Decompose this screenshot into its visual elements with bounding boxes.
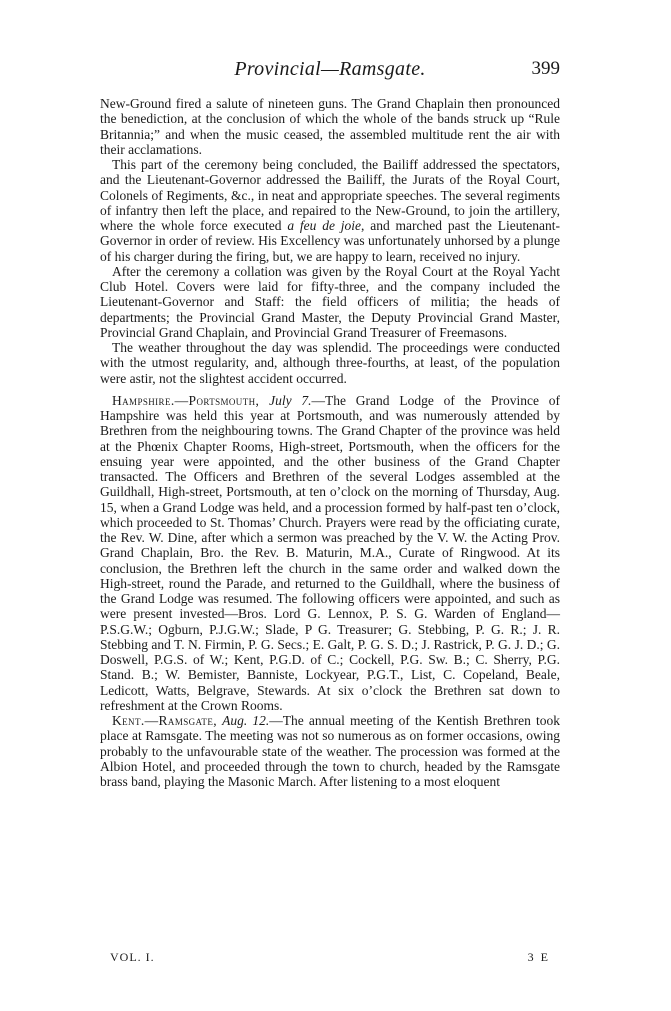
section-date: July 7. (269, 392, 312, 408)
paragraph-text: After the ceremony a collation was given by the Royal Court at the Royal Yacht Club Hotel. Covers were laid for fifty-three, and the company included the Lieutenant-Governor and Staff: the field officers of militia; the heads of departments; the Provincial Grand Master, the Deputy Provincial Grand Master, Provincial Grand Chaplain, and Provincial Grand Treasurer of Freemasons. (100, 263, 560, 340)
paragraph-text: —The annual meeting of the Kentish Brethren took place at Ramsgate. The meeting was not so numerous as on former occasions, owing probably to the unfavourable state of the weather. The procession was formed at the Albion Hotel, and proceeded through the town to church, headed by the Ramsgate brass band, playing the Masonic March. After listening to a most eloquent (100, 713, 561, 789)
paragraph-text: New-Ground fired a salute of nineteen guns. The Grand Chaplain then pronounced the benediction, at the conclusion of which the whole of the bands struck up “Rule Britannia;” and when the music ceased, the assembled multitude rent the air with their acclamations. (100, 96, 560, 157)
paragraph-text: The weather throughout the day was splendid. The proceedings were conducted with the utmost regularity, and, although three-fourths, at least, of the population were astir, not the slightest accident occurred. (100, 340, 560, 386)
paragraph-text: —The Grand Lodge of the Province of Hampshire was held this year at Portsmouth, and was numerously attended by Brethren from the neighbouring towns. The Grand Chapter of the province was held at the Phœnix Chapter Rooms, High-street, Portsmouth, when the officers for the ensuing year were appointed, and the other business of the Grand Chapter transacted. The Officers and Brethren of the several Lodges assembled at the Guildhall, High-street, Portsmouth, at ten o’clock on the morning of Thursday, Aug. 15, when a Grand Lodge was held, and a procession formed by half-past ten o’clock, which proceeded to St. Thomas’ Church. Prayers were read by the officiating curate, the Rev. W. Dine, after which a sermon was preached by the V. W. the Acting Prov. Grand Chaplain, Bro. the Rev. B. Maturin, M.A., Curate of Ringwood. At its conclusion, the Brethren left the church in the same order and walked down the High-street, round the Parade, and returned to the Guildhall, where the business of the Grand Lodge was resumed. The following officers were appointed, and such as were present invested—Bros. Lord G. Lennox, P. S. G. Warden of England—P.S.G.W.; Ogburn, P.J.G.W.; Slade, P G. Treasurer; G. Stebbing, P. G. R.; J. R. Stebbing and T. N. Firmin, P. G. Secs.; E. Galt, P. G. S. D.; J. Rastrick, P. G. J. D.; G. Doswell, P.G.S. of W.; Kent, P.G.D. of C.; Cockell, P.G. Sw. B.; C. Sherry, P.G. Stand. B.; W. Bemister, Banniste, Lockyear, P.G.T., List, C. Copeland, Beale, Ledicott, Watts, Belgrave, Stewards. At six o’clock the Brethren sat down to refreshment at the Crown Rooms. (100, 392, 561, 713)
paragraph-speeches (100, 157, 560, 264)
section-date: Aug. 12. (222, 713, 270, 728)
paragraph-text: This part of the ceremony being concluded, the Bailiff addressed the spectators, and the Lieutenant-Governor addressed the Bailiff, the Jurats of the Royal Court, Colonels of Regiments, &c., in neat and appropriate speeches. The several regiments of infantry then left the place, and repaired to the New-Ground, to join the artillery, where the whole force executed (100, 157, 560, 233)
volume-label: VOL. I. (110, 950, 155, 964)
paragraph-collation (100, 264, 560, 340)
paragraph-text-after: , and marched past the Lieutenant-Governor in order of review. His Excellency was unfortunately unhorsed by a plunge of his charger during the firing, but, we are happy to learn, received no injury. (100, 218, 560, 264)
running-title: Provincial—Ramsgate. (234, 58, 426, 80)
paragraph-weather (100, 340, 560, 386)
signature-mark: 3 E (527, 950, 550, 964)
body-text (100, 96, 560, 789)
paragraph-kent (100, 713, 560, 789)
page-number: 399 (531, 58, 560, 79)
page-header (100, 58, 560, 88)
paragraph-salute (100, 96, 560, 157)
page-footer (110, 950, 550, 968)
section-lead: Kent.—Ramsgate, (112, 713, 218, 728)
italic-phrase: a feu de joie (287, 218, 362, 233)
paragraph-hampshire (100, 393, 560, 713)
section-lead: Hampshire.—Portsmouth, (112, 392, 260, 408)
